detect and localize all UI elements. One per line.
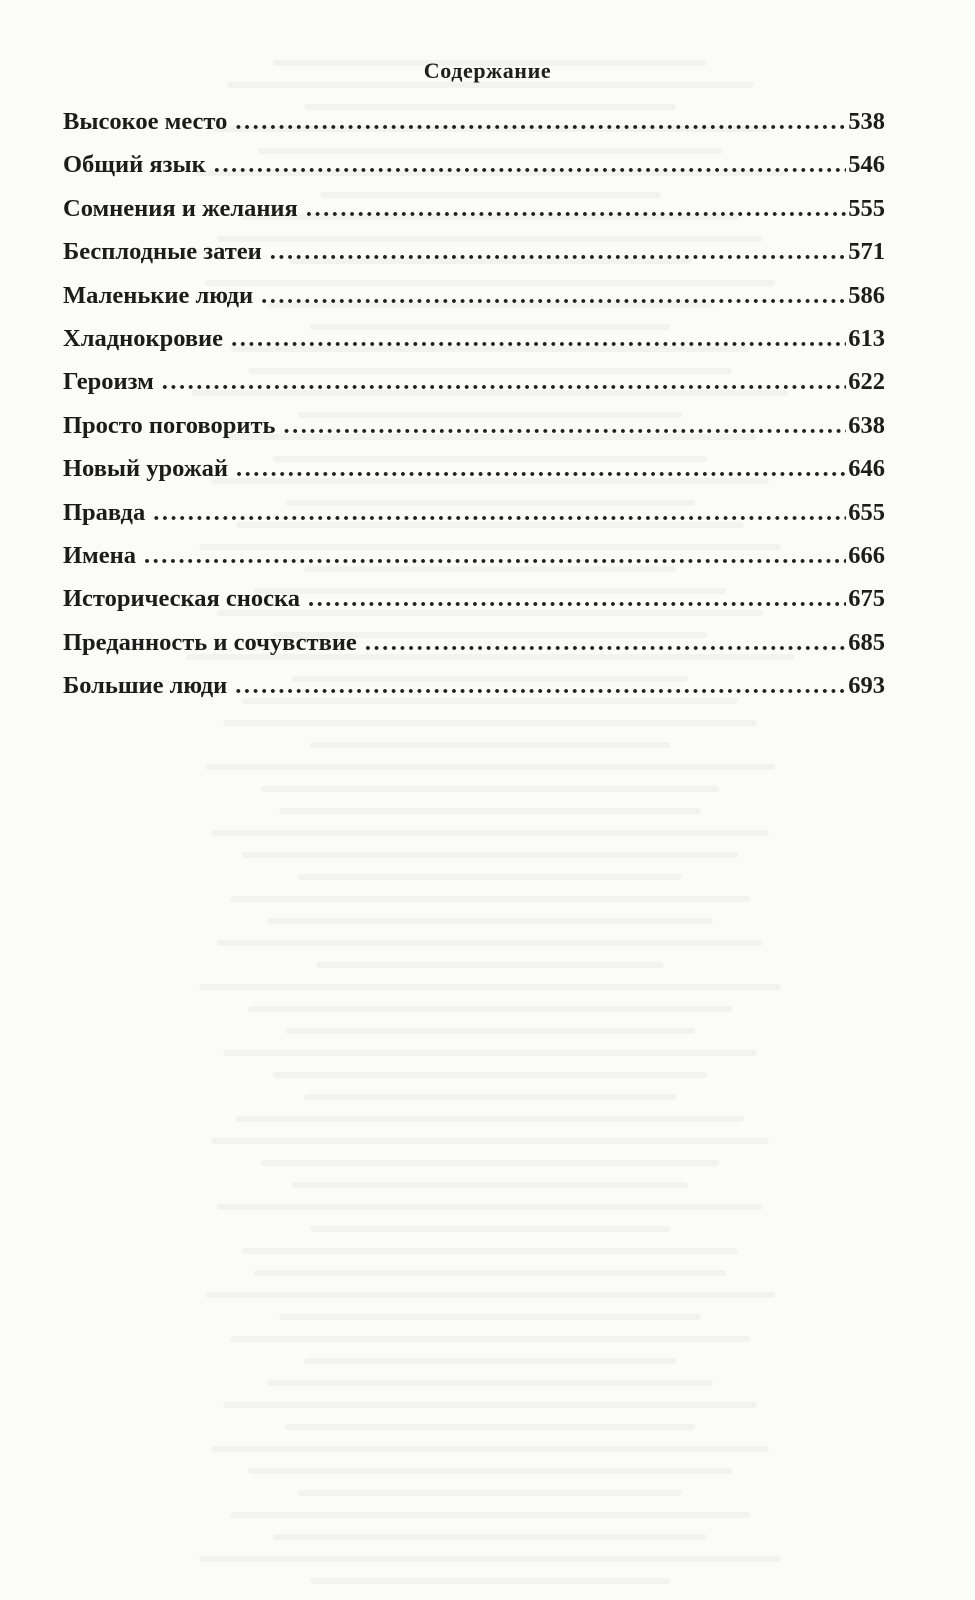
toc-entry-label: Общий язык [63, 151, 206, 179]
toc-entry-page: 555 [848, 194, 885, 222]
bleed-line [267, 918, 713, 924]
toc-entry [63, 672, 885, 715]
toc-entry [63, 282, 885, 325]
dot-leader [231, 325, 846, 353]
bleed-line [242, 852, 738, 858]
toc-entry-page: 571 [848, 238, 885, 266]
toc-entry [63, 108, 885, 151]
bleed-line [211, 830, 769, 836]
toc-entry-label: Бесплодные затеи [63, 238, 262, 266]
toc-entry-label: Маленькие люди [63, 281, 254, 309]
bleed-line [211, 1138, 769, 1144]
dot-leader [365, 629, 846, 657]
toc-entry [63, 542, 885, 585]
dot-leader [270, 238, 846, 266]
toc-entry-page: 685 [848, 628, 885, 656]
toc-entry-label: Хладнокровие [63, 324, 224, 352]
toc-entry [63, 325, 885, 368]
toc-entry-page: 586 [848, 281, 885, 309]
toc-entry-page: 613 [848, 324, 885, 352]
bleed-line [223, 1050, 756, 1056]
toc-entry-label: Правда [63, 498, 146, 526]
bleed-line [304, 1094, 676, 1100]
table-of-contents [63, 108, 885, 715]
toc-entry-page: 646 [848, 455, 885, 483]
dot-leader [236, 455, 846, 483]
page-title: Содержание [423, 58, 552, 83]
toc-entry-page: 655 [848, 498, 885, 526]
toc-entry [63, 151, 885, 194]
bleed-line [230, 1512, 751, 1518]
bleed-line [261, 786, 720, 792]
dot-leader [214, 151, 847, 179]
bleed-line [217, 940, 763, 946]
toc-entry [63, 455, 885, 498]
toc-entry-label: Имена [63, 541, 136, 569]
dot-leader [235, 672, 846, 700]
bleed-line [248, 1006, 732, 1012]
toc-entry-label: Сомнения и желания [63, 194, 298, 222]
toc-entry [63, 195, 885, 238]
dot-leader [306, 195, 846, 223]
dot-leader [144, 542, 846, 570]
bleed-line [279, 808, 701, 814]
dot-leader [261, 282, 846, 310]
dot-leader [308, 585, 846, 613]
bleed-line [298, 1490, 682, 1496]
bleed-line [223, 1402, 756, 1408]
bleed-line [279, 1314, 701, 1320]
bleed-line [285, 1424, 694, 1430]
bleed-line [267, 1380, 713, 1386]
toc-entry-label: Высокое место [63, 108, 228, 135]
bleed-line [211, 1446, 769, 1452]
bleed-line [310, 742, 670, 748]
dot-leader [283, 412, 846, 440]
bleed-line [304, 1358, 676, 1364]
bleed-line [205, 1292, 775, 1298]
dot-leader [153, 499, 846, 527]
bleed-line [248, 1468, 732, 1474]
toc-entry [63, 412, 885, 455]
bleed-line [230, 1336, 751, 1342]
toc-entry-label: Новый урожай [63, 455, 228, 483]
bleed-line [199, 984, 782, 990]
toc-entry-page: 538 [848, 108, 885, 135]
toc-entry-label: Просто поговорить [63, 411, 276, 439]
toc-entry-page: 693 [848, 672, 885, 700]
toc-entry [63, 629, 885, 672]
bleed-line [254, 1270, 725, 1276]
bleed-line [223, 720, 756, 726]
dot-leader [235, 108, 846, 136]
toc-entry [63, 499, 885, 542]
toc-entry-label: Преданность и сочувствие [63, 628, 357, 656]
bleed-line [199, 1556, 782, 1562]
toc-entry-page: 546 [848, 151, 885, 179]
bleed-line [236, 1116, 744, 1122]
bleed-line [285, 1028, 694, 1034]
toc-entry-page: 622 [848, 368, 885, 396]
bleed-line [205, 764, 775, 770]
toc-entry-label: Большие люди [63, 672, 228, 700]
toc-entry-label: Героизм [63, 368, 154, 396]
toc-entry [63, 368, 885, 411]
bleed-line [261, 1160, 720, 1166]
toc-entry-page: 675 [848, 585, 885, 613]
bleed-line [242, 1248, 738, 1254]
toc-entry-label: Историческая сноска [63, 585, 300, 613]
bleed-line [316, 962, 663, 968]
bleed-line [273, 1072, 707, 1078]
bleed-line [310, 1578, 670, 1584]
dot-leader [162, 368, 846, 396]
bleed-line [217, 1204, 763, 1210]
bleed-line [310, 1226, 670, 1232]
toc-entry-page: 638 [848, 411, 885, 439]
toc-entry [63, 238, 885, 281]
bleed-line [292, 1182, 689, 1188]
bleed-line [298, 874, 682, 880]
toc-entry [63, 585, 885, 628]
bleed-line [230, 896, 751, 902]
toc-entry-page: 666 [848, 541, 885, 569]
bleed-line [273, 1534, 707, 1540]
